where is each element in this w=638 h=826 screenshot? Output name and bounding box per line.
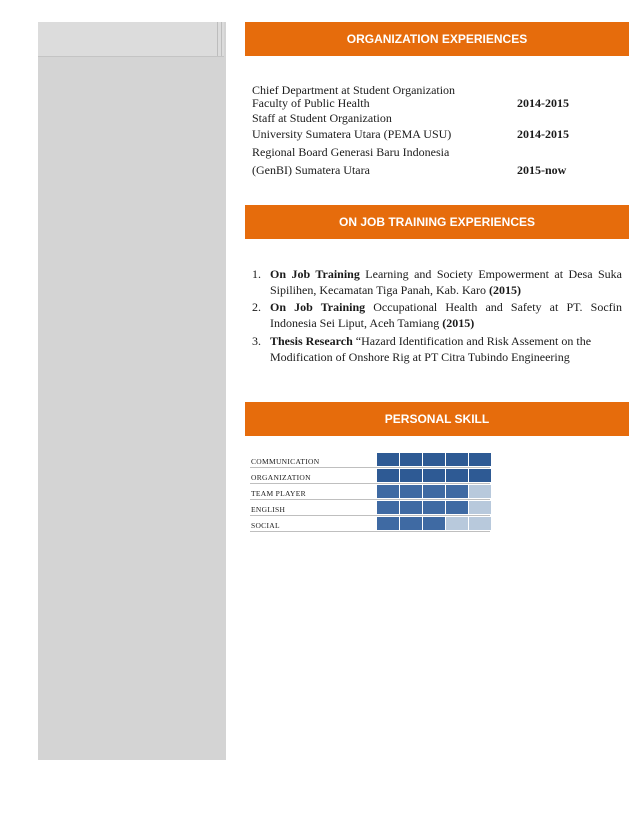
skill-row: [250, 452, 490, 468]
ojt-item: [252, 333, 622, 365]
ojt-section-title: ON JOB TRAINING EXPERIENCES: [338, 215, 536, 229]
organization-entry-line: Faculty of Public Health: [252, 96, 370, 110]
organization-entry-line: Regional Board Generasi Baru Indonesia: [252, 145, 450, 159]
ojt-list: [252, 266, 622, 365]
skill-level-cell-filled: [400, 517, 422, 530]
skill-level-cell-filled: [446, 453, 468, 466]
skill-level-cell-filled: [377, 469, 399, 482]
skill-label: COMMUNICATION: [251, 457, 320, 466]
sidebar-header-divider: [217, 22, 222, 56]
organization-entry-line: University Sumatera Utara (PEMA USU): [252, 127, 452, 141]
skill-label: ORGANIZATION: [251, 473, 311, 482]
skill-level-cell-empty: [469, 501, 491, 514]
organization-entry-line: Chief Department at Student Organization: [252, 83, 456, 97]
skill-row: [250, 500, 490, 516]
skill-table: [250, 452, 490, 532]
skill-row: [250, 516, 490, 532]
skill-level-cell-filled: [469, 453, 491, 466]
skill-level-bar: [377, 517, 492, 530]
skill-level-cell-filled: [446, 501, 468, 514]
skill-level-cell-filled: [377, 485, 399, 498]
organization-period: 2014-2015: [517, 96, 569, 110]
sidebar-header-block: [38, 22, 224, 57]
skill-label: SOCIAL: [251, 521, 280, 530]
organization-entry-line: Staff at Student Organization: [252, 111, 392, 125]
organization-entry-line: (GenBI) Sumatera Utara: [252, 163, 370, 177]
skill-level-cell-filled: [400, 501, 422, 514]
skill-level-cell-filled: [377, 517, 399, 530]
skill-level-bar: [377, 501, 492, 514]
skill-level-cell-filled: [423, 517, 445, 530]
ojt-item-number: 1.: [252, 267, 261, 281]
skill-label: TEAM PLAYER: [251, 489, 306, 498]
skill-level-cell-empty: [469, 517, 491, 530]
skill-level-cell-filled: [400, 453, 422, 466]
skill-level-cell-filled: [377, 453, 399, 466]
ojt-item-number: 3.: [252, 334, 261, 348]
skill-level-cell-filled: [423, 469, 445, 482]
ojt-item-year: (2015): [488, 283, 521, 297]
organization-period: 2015-now: [517, 163, 567, 177]
skill-level-bar: [377, 469, 492, 482]
ojt-item-title: On Job Training: [270, 267, 360, 281]
skill-row: [250, 468, 490, 484]
ojt-item-title: Thesis Research: [270, 334, 353, 348]
ojt-item-number: 2.: [252, 300, 261, 314]
skill-level-cell-filled: [377, 501, 399, 514]
skill-level-cell-filled: [446, 469, 468, 482]
skill-section-title: PERSONAL SKILL: [384, 412, 490, 426]
ojt-item-text: “Hazard Identification and Risk Assement on the Modification of Onshore Rig at PT Citra Tubindo Engineering: [270, 334, 592, 364]
organization-period: 2014-2015: [517, 127, 569, 141]
skill-level-cell-filled: [423, 485, 445, 498]
organization-entry: [252, 84, 592, 110]
ojt-item-text: Learning and Society Empowerment at Desa Suka Sipilihen, Kecamatan Tiga Panah, Kab. Karo: [270, 267, 622, 297]
sidebar-panel: [38, 22, 226, 760]
skill-level-bar: [377, 485, 492, 498]
ojt-item: [252, 299, 622, 331]
skill-level-cell-filled: [423, 501, 445, 514]
organization-section-title: ORGANIZATION EXPERIENCES: [346, 32, 528, 46]
skill-level-cell-empty: [446, 517, 468, 530]
ojt-item-text: Occupational Health and Safety at PT. Socfin Indonesia Sei Liput, Aceh Tamiang: [270, 300, 623, 330]
skill-level-cell-filled: [423, 453, 445, 466]
skill-label: ENGLISH: [251, 505, 286, 514]
organization-section-header: [245, 22, 629, 56]
organization-entry: [252, 112, 592, 141]
ojt-item-title: On Job Training: [270, 300, 366, 314]
skill-level-cell-filled: [469, 469, 491, 482]
skill-level-cell-filled: [400, 469, 422, 482]
organization-entry: [252, 146, 592, 177]
skill-row: [250, 484, 490, 500]
ojt-item-year: (2015): [442, 316, 475, 330]
ojt-item: [252, 266, 622, 298]
ojt-section-header: [245, 205, 629, 239]
skill-level-cell-empty: [469, 485, 491, 498]
skill-level-cell-filled: [400, 485, 422, 498]
skill-level-cell-filled: [446, 485, 468, 498]
skill-level-bar: [377, 453, 492, 466]
skill-section-header: [245, 402, 629, 436]
